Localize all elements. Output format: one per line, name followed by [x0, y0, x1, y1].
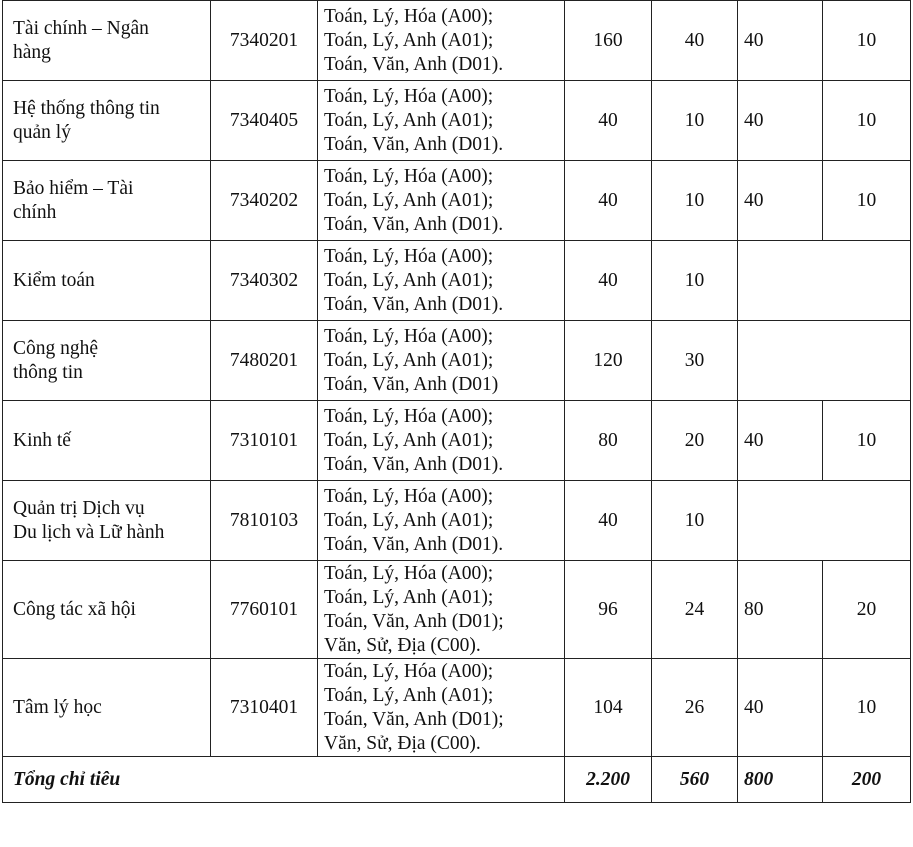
table-row	[3, 241, 911, 321]
subject-combination: Toán, Lý, Hóa (A00);	[324, 325, 494, 347]
quota-2: 10	[652, 161, 738, 241]
total-quota-1: 2.200	[565, 757, 652, 803]
subject-combinations	[318, 1, 565, 81]
major-name	[3, 81, 211, 161]
table-row	[3, 1, 911, 81]
quota-4: 20	[823, 561, 911, 659]
major-name-line: Tâm lý học	[13, 696, 102, 718]
major-name-line: hàng	[13, 41, 51, 63]
major-name	[3, 1, 211, 81]
quota-3: 40	[738, 81, 823, 161]
subject-combination: Toán, Lý, Hóa (A00);	[324, 5, 494, 27]
subject-combination: Toán, Lý, Hóa (A00);	[324, 245, 494, 267]
subject-combination: Toán, Lý, Hóa (A00);	[324, 562, 494, 584]
major-name-line: Bảo hiểm – Tài	[13, 177, 134, 199]
major-name-line: Công tác xã hội	[13, 598, 136, 620]
total-label: Tổng chỉ tiêu	[3, 757, 565, 803]
quota-4: 10	[823, 81, 911, 161]
quota-1: 40	[565, 481, 652, 561]
major-code: 7760101	[211, 561, 318, 659]
subject-combination: Toán, Lý, Anh (A01);	[324, 429, 494, 451]
quota-3: 40	[738, 1, 823, 81]
quota-2: 10	[652, 241, 738, 321]
table-row	[3, 401, 911, 481]
subject-combination: Toán, Văn, Anh (D01).	[324, 533, 504, 555]
subject-combinations	[318, 401, 565, 481]
major-name-line: Kiểm toán	[13, 269, 95, 291]
table-row	[3, 561, 911, 659]
subject-combination: Toán, Lý, Anh (A01);	[324, 29, 494, 51]
subject-combination: Toán, Lý, Anh (A01);	[324, 109, 494, 131]
subject-combinations	[318, 321, 565, 401]
quota-1: 40	[565, 161, 652, 241]
major-name	[3, 241, 211, 321]
major-code: 7340202	[211, 161, 318, 241]
major-code: 7340201	[211, 1, 318, 81]
major-name	[3, 321, 211, 401]
quota-3: 80	[738, 561, 823, 659]
quota-1: 160	[565, 1, 652, 81]
subject-combination: Toán, Lý, Hóa (A00);	[324, 660, 494, 682]
subject-combination: Toán, Văn, Anh (D01).	[324, 213, 504, 235]
admission-quota-table	[2, 0, 911, 803]
table-row	[3, 659, 911, 757]
major-name-line: Công nghệ	[13, 337, 99, 359]
major-code: 7480201	[211, 321, 318, 401]
quota-1: 80	[565, 401, 652, 481]
quota-2: 24	[652, 561, 738, 659]
quota-1: 40	[565, 81, 652, 161]
quota-3: 40	[738, 161, 823, 241]
empty-quota-cell	[738, 481, 911, 561]
major-name-line: Kinh tế	[13, 429, 71, 451]
subject-combination: Toán, Văn, Anh (D01);	[324, 610, 504, 632]
major-name	[3, 401, 211, 481]
subject-combination: Toán, Lý, Anh (A01);	[324, 509, 494, 531]
major-name	[3, 659, 211, 757]
subject-combinations	[318, 659, 565, 757]
table-row	[3, 81, 911, 161]
subject-combinations	[318, 81, 565, 161]
major-name-line: Du lịch và Lữ hành	[13, 521, 165, 543]
quota-1: 120	[565, 321, 652, 401]
subject-combination: Toán, Lý, Anh (A01);	[324, 684, 494, 706]
quota-3: 40	[738, 401, 823, 481]
quota-2: 40	[652, 1, 738, 81]
quota-4: 10	[823, 659, 911, 757]
table-row	[3, 481, 911, 561]
quota-1: 40	[565, 241, 652, 321]
major-code: 7810103	[211, 481, 318, 561]
quota-2: 30	[652, 321, 738, 401]
quota-1: 104	[565, 659, 652, 757]
subject-combination: Toán, Lý, Hóa (A00);	[324, 485, 494, 507]
quota-4: 10	[823, 161, 911, 241]
major-name-line: Hệ thống thông tin	[13, 97, 160, 119]
major-name-line: Quản trị Dịch vụ	[13, 497, 145, 519]
subject-combination: Toán, Lý, Hóa (A00);	[324, 405, 494, 427]
subject-combination: Toán, Văn, Anh (D01).	[324, 293, 504, 315]
table-body	[3, 1, 911, 757]
subject-combinations	[318, 241, 565, 321]
major-name	[3, 561, 211, 659]
subject-combination: Văn, Sử, Địa (C00).	[324, 634, 481, 656]
subject-combination: Toán, Văn, Anh (D01)	[324, 373, 499, 395]
subject-combination: Toán, Lý, Anh (A01);	[324, 349, 494, 371]
major-name	[3, 161, 211, 241]
major-code: 7340302	[211, 241, 318, 321]
total-quota-4: 200	[823, 757, 911, 803]
quota-2: 20	[652, 401, 738, 481]
subject-combination: Toán, Lý, Anh (A01);	[324, 189, 494, 211]
major-code: 7310101	[211, 401, 318, 481]
subject-combination: Toán, Văn, Anh (D01).	[324, 133, 504, 155]
major-name-line: quản lý	[13, 121, 71, 143]
quota-3: 40	[738, 659, 823, 757]
table-row	[3, 321, 911, 401]
table-row	[3, 161, 911, 241]
total-row	[3, 757, 911, 803]
empty-quota-cell	[738, 241, 911, 321]
total-quota-3: 800	[738, 757, 823, 803]
quota-4: 10	[823, 401, 911, 481]
quota-2: 26	[652, 659, 738, 757]
major-name-line: Tài chính – Ngân	[13, 17, 149, 39]
subject-combination: Toán, Văn, Anh (D01).	[324, 453, 504, 475]
empty-quota-cell	[738, 321, 911, 401]
total-quota-2: 560	[652, 757, 738, 803]
major-name-line: chính	[13, 201, 57, 223]
subject-combinations	[318, 161, 565, 241]
subject-combination: Văn, Sử, Địa (C00).	[324, 732, 481, 754]
major-code: 7310401	[211, 659, 318, 757]
quota-1: 96	[565, 561, 652, 659]
subject-combinations	[318, 561, 565, 659]
major-name-line: thông tin	[13, 361, 83, 383]
subject-combinations	[318, 481, 565, 561]
quota-2: 10	[652, 481, 738, 561]
quota-2: 10	[652, 81, 738, 161]
subject-combination: Toán, Văn, Anh (D01).	[324, 53, 504, 75]
major-name	[3, 481, 211, 561]
subject-combination: Toán, Lý, Hóa (A00);	[324, 165, 494, 187]
subject-combination: Toán, Lý, Anh (A01);	[324, 586, 494, 608]
major-code: 7340405	[211, 81, 318, 161]
subject-combination: Toán, Lý, Hóa (A00);	[324, 85, 494, 107]
quota-4: 10	[823, 1, 911, 81]
subject-combination: Toán, Lý, Anh (A01);	[324, 269, 494, 291]
subject-combination: Toán, Văn, Anh (D01);	[324, 708, 504, 730]
